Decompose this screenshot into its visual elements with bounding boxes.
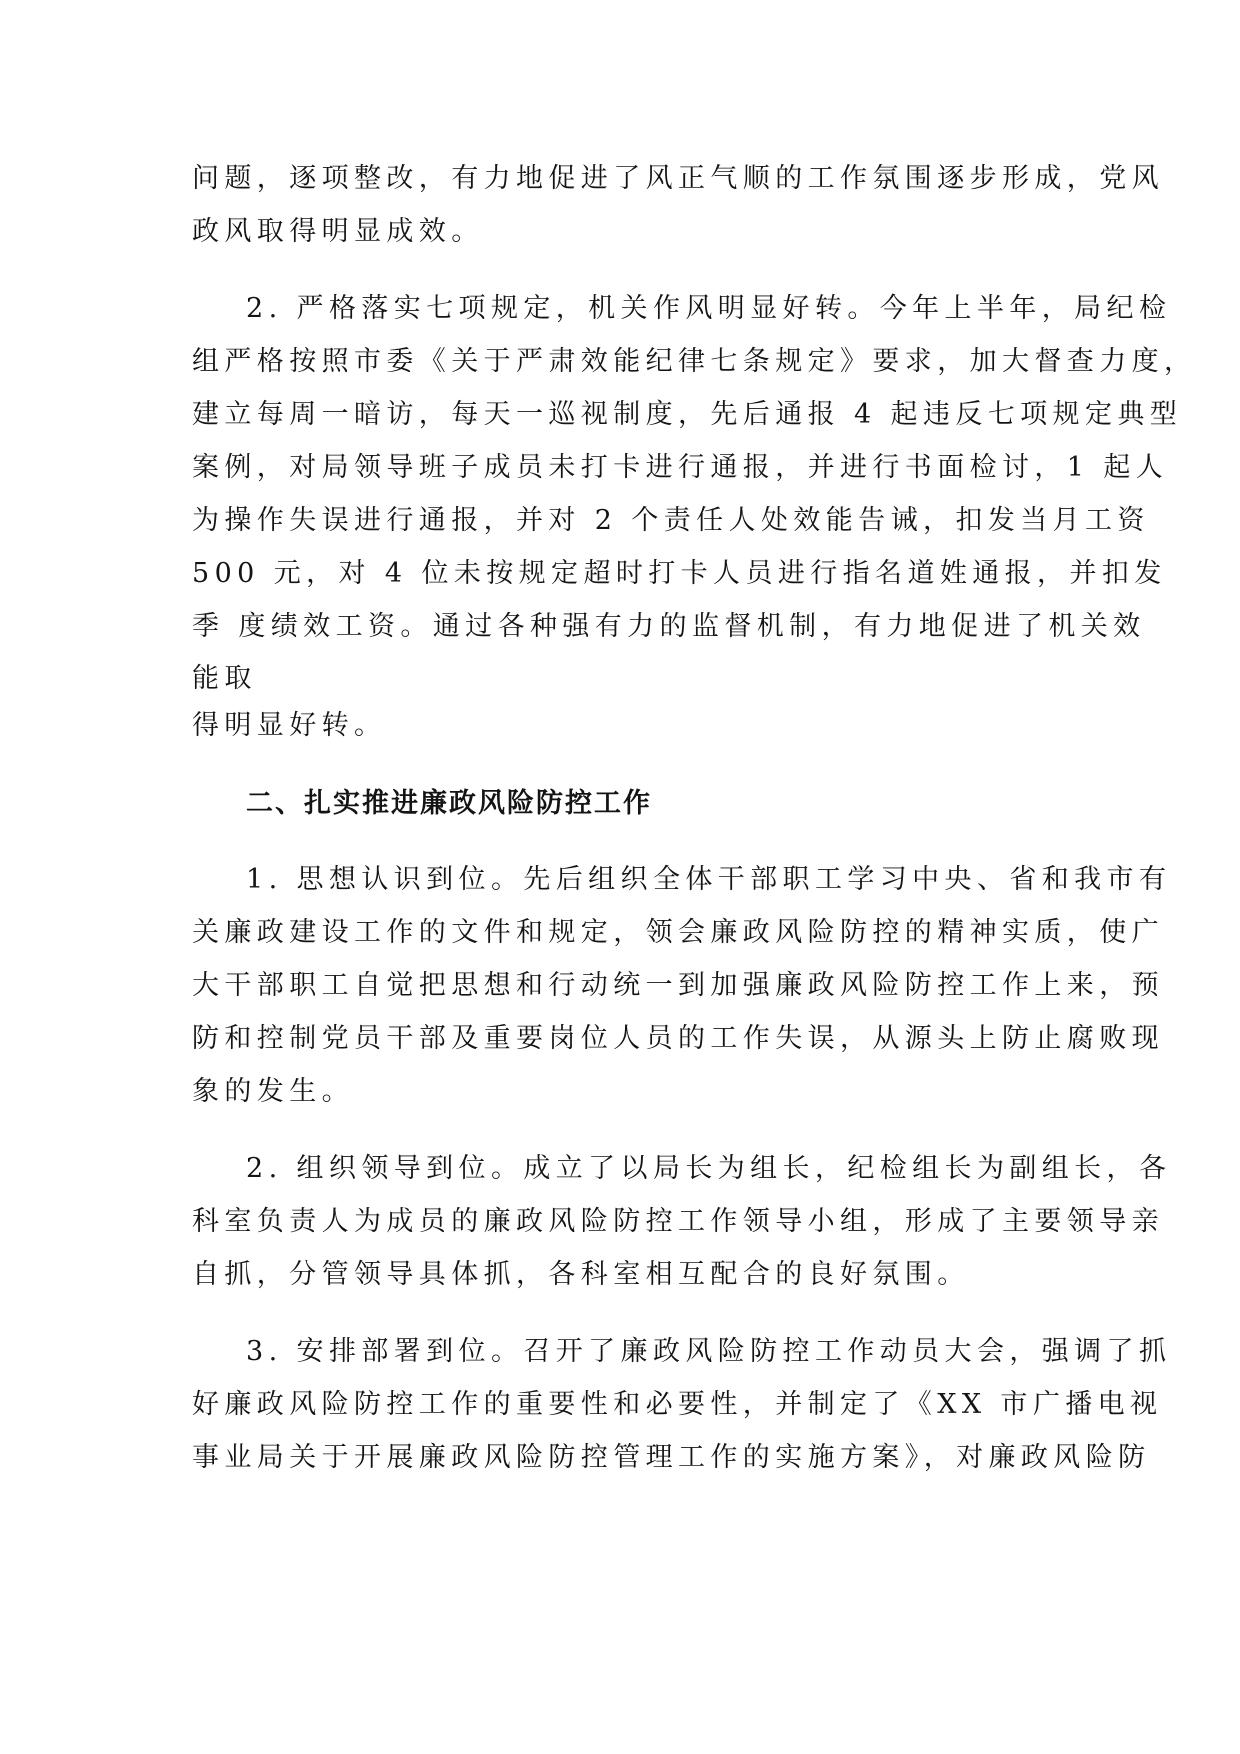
body-text-line: 能取 [192,663,257,694]
body-text-line: 建立每周一暗访，每天一巡视制度，先后通报 4 起违反七项规定典型 [192,399,1183,430]
body-text-line: 组严格按照市委《关于严肃效能纪律七条规定》要求，加大督查力度， [192,346,1197,377]
body-text-line: 政风取得明显成效。 [192,216,484,247]
paragraph-first-line: 3. 安排部署到位。召开了廉政风险防控工作动员大会，强调了抓 [246,1336,1172,1367]
section-heading: 二、扎实推进廉政风险防控工作 [246,788,652,819]
paragraph-first-line: 1. 思想认识到位。先后组织全体干部职工学习中央、省和我市有 [246,864,1172,895]
body-text-line: 好廉政风险防控工作的重要性和必要性，并制定了《XX 市广播电视 [192,1389,1163,1420]
body-text-line: 关廉政建设工作的文件和规定，领会廉政风险防控的精神实质，使广 [192,917,1164,948]
paragraph-first-line: 2. 严格落实七项规定，机关作风明显好转。今年上半年，局纪检 [246,293,1172,324]
body-text-line: 得明显好转。 [192,710,387,741]
body-text-line: 象的发生。 [192,1076,354,1107]
body-text-line: 为操作失误进行通报，并对 2 个责任人处效能告诫，扣发当月工资 [192,505,1150,536]
body-text-line: 季 度绩效工资。通过各种强有力的监督机制，有力地促进了机关效 [192,611,1146,642]
body-text-line: 科室负责人为成员的廉政风险防控工作领导小组，形成了主要领导亲 [192,1206,1164,1237]
body-text-line: 问题，逐项整改，有力地促进了风正气顺的工作氛围逐步形成，党风 [192,163,1164,194]
body-text-line: 500 元，对 4 位未按规定超时打卡人员进行指名道姓通报，并扣发 [192,558,1167,589]
body-text-line: 案例，对局领导班子成员未打卡进行通报，并进行书面检讨，1 起人 [192,452,1169,483]
body-text-line: 自抓，分管领导具体抓，各科室相互配合的良好氛围。 [192,1259,970,1290]
body-text-line: 事业局关于开展廉政风险防控管理工作的实施方案》，对廉政风险防 [192,1442,1151,1473]
paragraph-first-line: 2. 组织领导到位。成立了以局长为组长，纪检组长为副组长，各 [246,1153,1172,1184]
body-text-line: 大干部职工自觉把思想和行动统一到加强廉政风险防控工作上来，预 [192,970,1164,1001]
body-text-line: 防和控制党员干部及重要岗位人员的工作失误，从源头上防止腐败现 [192,1023,1164,1054]
